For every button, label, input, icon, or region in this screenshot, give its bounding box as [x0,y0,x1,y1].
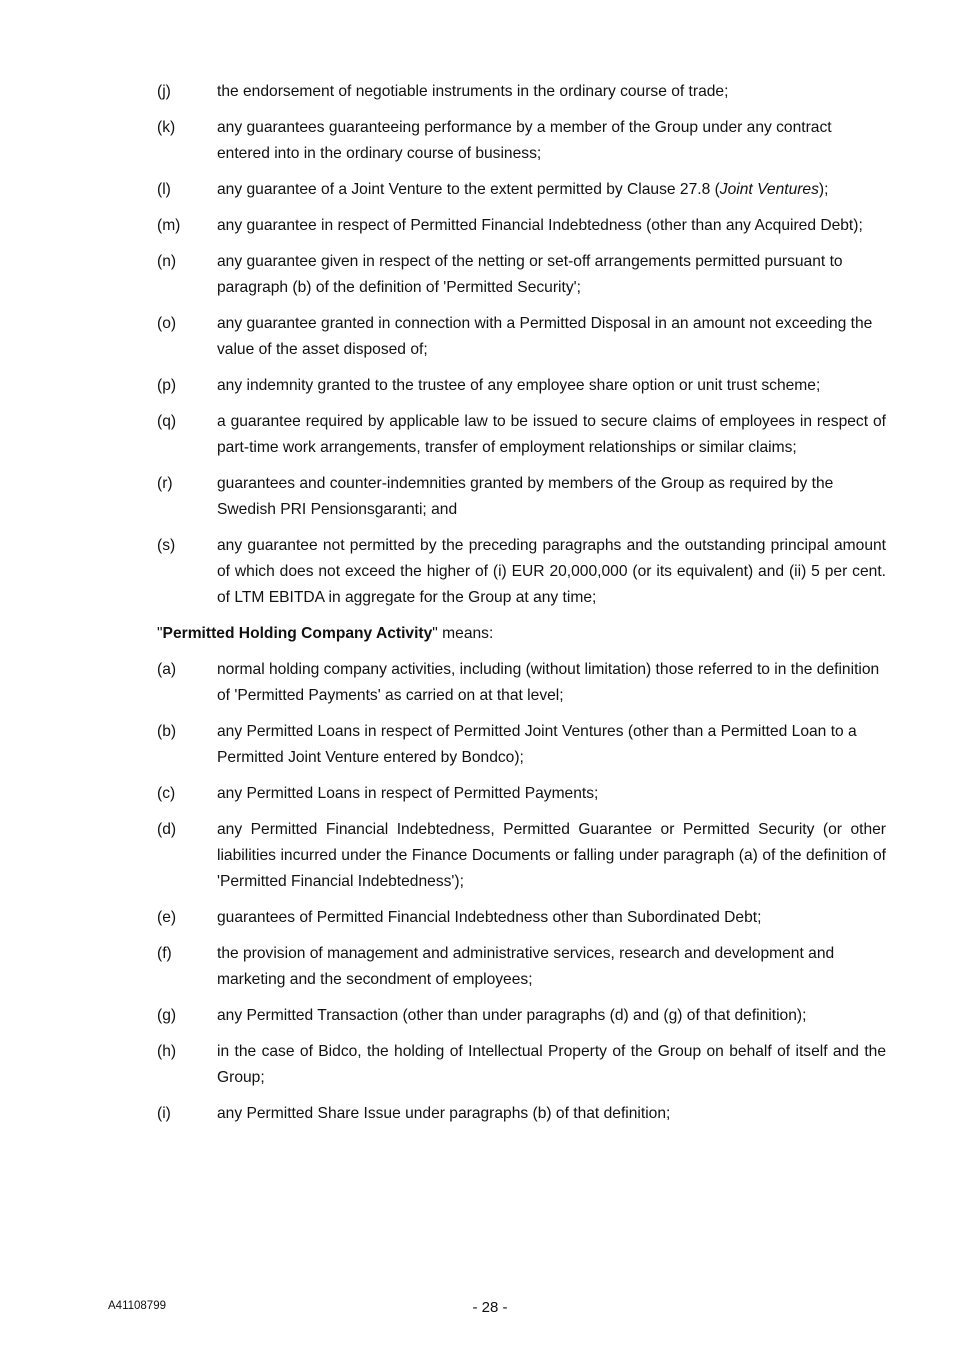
item-text-before: any guarantee of a Joint Venture to the extent permitted by Clause 27.8 ( [217,181,720,198]
item-label: (o) [157,315,177,332]
list-item-m [157,213,886,239]
item-label: (g) [157,1007,177,1024]
item-label: (h) [157,1043,177,1060]
item-text: any Permitted Loans in respect of Permitted Payments; [217,785,599,802]
list-item-o [157,311,886,363]
item-text: any guarantee given in respect of the netting or set-off arrangements permitted pursuant to paragraph (b) of the definition of 'Permitted Security'; [217,253,843,296]
item-label: (f) [157,945,172,962]
item-text-after: ); [818,181,829,198]
item-text: any guarantee in respect of Permitted Financial Indebtedness (other than any Acquired Debt); [217,217,863,234]
item-label: (e) [157,909,177,926]
list-item-c [157,781,886,807]
list-item-a [157,657,886,709]
item-label: (j) [157,83,171,100]
list-item-b [157,719,886,771]
item-label: (n) [157,253,177,270]
item-text: a guarantee required by applicable law to be issued to secure claims of employees in respect of part-time work arrangements, transfer of employment relationships or similar claims; [217,413,886,456]
item-text: normal holding company activities, including (without limitation) those referred to in the definition of 'Permitted Payments' as carried on at that level; [217,661,880,704]
list-item-h [157,1039,886,1091]
item-label: (c) [157,785,176,802]
item-label: (b) [157,723,177,740]
page-number: - 28 - [472,1299,508,1316]
item-text: any Permitted Financial Indebtedness, Permitted Guarantee or Permitted Security (or other liabilities incurred under the Finance Documents or falling under paragraph (a) of the definition of 'Permitted Financial Indebtedness'); [217,821,886,890]
item-text: any guarantee granted in connection with a Permitted Disposal in an amount not exceeding the value of the asset disposed of; [217,315,873,358]
item-text [217,177,886,203]
item-text: the provision of management and administrative services, research and development and marketing and the secondment of employees; [217,945,835,988]
item-label: (a) [157,661,177,678]
list-item-i [157,1101,886,1127]
document-body [157,79,886,1137]
item-label: (p) [157,377,177,394]
item-label: (s) [157,537,176,554]
list-item-q [157,409,886,461]
list-item-s [157,533,886,611]
definition-term: Permitted Holding Company Activity [162,625,433,642]
list-item-e [157,905,886,931]
list-item-d [157,817,886,895]
list-item-r [157,471,886,523]
clause-title-italic: Joint Ventures [719,181,819,198]
item-text: guarantees of Permitted Financial Indebtedness other than Subordinated Debt; [217,909,762,926]
list-item-l [157,177,886,203]
item-text: guarantees and counter-indemnities granted by members of the Group as required by the Swedish PRI Pensionsgaranti; and [217,475,834,518]
item-text: in the case of Bidco, the holding of Intellectual Property of the Group on behalf of itself and the Group; [217,1043,886,1086]
item-label: (k) [157,119,176,136]
item-text: any Permitted Transaction (other than under paragraphs (d) and (g) of that definition); [217,1007,807,1024]
item-text: the endorsement of negotiable instruments in the ordinary course of trade; [217,83,729,100]
definition-means: " means: [432,625,494,642]
item-label: (i) [157,1105,171,1122]
definition-open-quote: " [157,625,163,642]
item-text: any indemnity granted to the trustee of any employee share option or unit trust scheme; [217,377,821,394]
list-item-f [157,941,886,993]
item-text: any Permitted Share Issue under paragraphs (b) of that definition; [217,1105,671,1122]
item-text: any guarantees guaranteeing performance by a member of the Group under any contract entered into in the ordinary course of business; [217,119,832,162]
item-text: any Permitted Loans in respect of Permitted Joint Ventures (other than a Permitted Loan to a Permitted Joint Venture entered by Bondco); [217,723,857,766]
item-label: (d) [157,821,177,838]
list-item-g [157,1003,886,1029]
list-item-k [157,115,886,167]
item-label: (r) [157,475,173,492]
document-reference: A41108799 [108,1300,166,1312]
list-item-n [157,249,886,301]
definition-heading [157,621,886,647]
item-text: any guarantee not permitted by the preceding paragraphs and the outstanding principal amount of which does not exceed the higher of (i) EUR 20,000,000 (or its equivalent) and (ii) 5 per cent. of LTM EBITDA in aggregate for the Group at any time; [217,537,886,606]
list-item-j [157,79,886,105]
item-label: (q) [157,413,177,430]
list-item-p [157,373,886,399]
item-label: (m) [157,217,181,234]
item-label: (l) [157,181,171,198]
